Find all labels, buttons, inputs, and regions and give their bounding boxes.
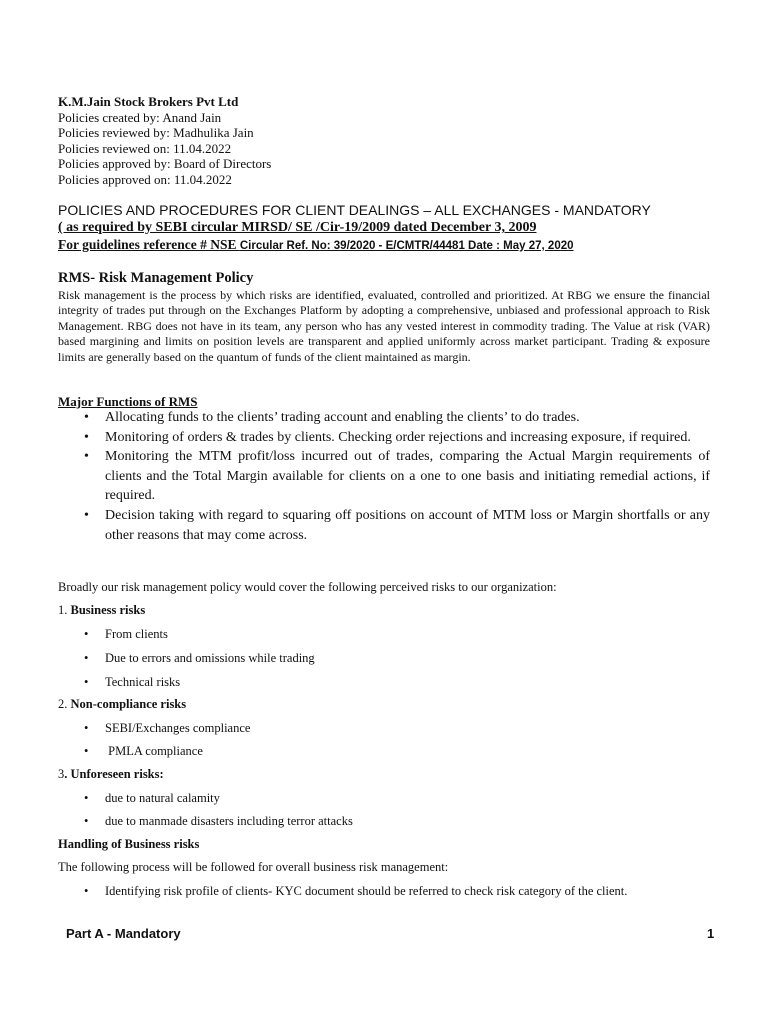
section-title: Business risks — [70, 603, 146, 617]
handling-intro: The following process will be followed for overall business risk management: — [58, 860, 449, 874]
section-unforeseen-risks — [58, 767, 164, 782]
guideline-prefix: For guidelines reference # NSE — [58, 237, 240, 252]
major-functions-heading: Major Functions of RMS — [58, 394, 198, 409]
major-functions-list — [58, 408, 710, 545]
page-number: 1 — [707, 926, 715, 941]
section-title: Non-compliance risks — [70, 697, 187, 711]
list-item: • Allocating funds to the clients’ trading account and enabling the clients’ to do trades. — [58, 408, 710, 428]
list-item: • Monitoring of orders & trades by clients. Checking order rejections and increasing exposure, if required. — [58, 428, 710, 448]
rms-heading: RMS- Risk Management Policy — [58, 270, 254, 286]
list-item-text: due to natural calamity — [105, 791, 220, 805]
list-item-text: Identifying risk profile of clients- KYC document should be referred to check risk category of the client. — [105, 884, 628, 898]
header-line: Policies approved on: 11.04.2022 — [58, 171, 232, 187]
section-business-risks — [58, 603, 145, 618]
list-item-text: Due to errors and omissions while trading — [105, 651, 315, 665]
list-item: • From clients — [84, 627, 168, 641]
company-name: K.M.Jain Stock Brokers Pvt Ltd — [58, 94, 239, 109]
list-item-text: From clients — [105, 627, 168, 641]
list-item-text: PMLA compliance — [105, 744, 203, 758]
section-number: 2. — [58, 697, 71, 711]
section-non-compliance-risks — [58, 697, 186, 712]
handling-heading — [58, 837, 199, 852]
list-item-text: due to manmade disasters including terror attacks — [105, 814, 353, 828]
list-item: • Decision taking with regard to squaring off positions on account of MTM loss or Margin shortfalls or any other reasons that may come across. — [58, 506, 710, 545]
header-line: Policies approved by: Board of Directors — [58, 156, 272, 172]
rms-paragraph: Risk management is the process by which risks are identified, evaluated, controlled and prioritized. At RBG we ensure the financial integrity of trades put through on the Exchanges Platform by adopting a comprehensive, unbiased and professional approach to Risk Management. RBG does not have in its team, any person who has any vested interest in commodity trading. The Value at risk (VAR) based margining and limits on position levels are transparent and applied uniformly across market participant. Trading & exposure limits are generally based on the quantum of funds of the client maintained as margin. — [58, 288, 710, 364]
section-number: 1. — [58, 603, 71, 617]
nse-guideline-line — [58, 237, 574, 253]
section-title: . Unforeseen risks: — [64, 767, 164, 781]
list-item-text: Technical risks — [105, 675, 181, 689]
list-item: • due to manmade disasters including terror attacks — [84, 814, 353, 828]
handling-heading-text: Handling of Business risks — [58, 837, 200, 851]
list-item: • SEBI/Exchanges compliance — [84, 721, 251, 735]
footer-label: Part A - Mandatory — [66, 926, 181, 941]
list-item: • PMLA compliance — [84, 744, 203, 758]
section-number: 3 — [58, 767, 65, 781]
header-line: Policies reviewed by: Madhulika Jain — [58, 125, 254, 141]
list-item: • Monitoring the MTM profit/loss incurred out of trades, comparing the Actual Margin requirements of clients and the Total Margin available for clients on a one to one basis and initiating remedial actions, if required. — [58, 447, 710, 506]
header-line: Policies created by: Anand Jain — [58, 109, 222, 125]
list-item: • Due to errors and omissions while trading — [84, 651, 315, 665]
sebi-circular-line: ( as required by SEBI circular MIRSD/ SE /Cir-19/2009 dated December 3, 2009 — [58, 220, 537, 235]
list-item: • Technical risks — [84, 675, 181, 689]
policy-header — [58, 94, 271, 188]
list-item: • due to natural calamity — [84, 791, 220, 805]
list-item-text: SEBI/Exchanges compliance — [105, 721, 251, 735]
document-title: POLICIES AND PROCEDURES FOR CLIENT DEALINGS – ALL EXCHANGES - MANDATORY — [58, 202, 651, 218]
guideline-reference: Circular Ref. No: 39/2020 - E/CMTR/44481 Date : May 27, 2020 — [239, 240, 574, 252]
list-item: • Identifying risk profile of clients- KYC document should be referred to check risk category of the client. — [84, 884, 628, 898]
broadly-statement: Broadly our risk management policy would cover the following perceived risks to our organization: — [58, 580, 557, 594]
header-line: Policies reviewed on: 11.04.2022 — [58, 140, 232, 156]
